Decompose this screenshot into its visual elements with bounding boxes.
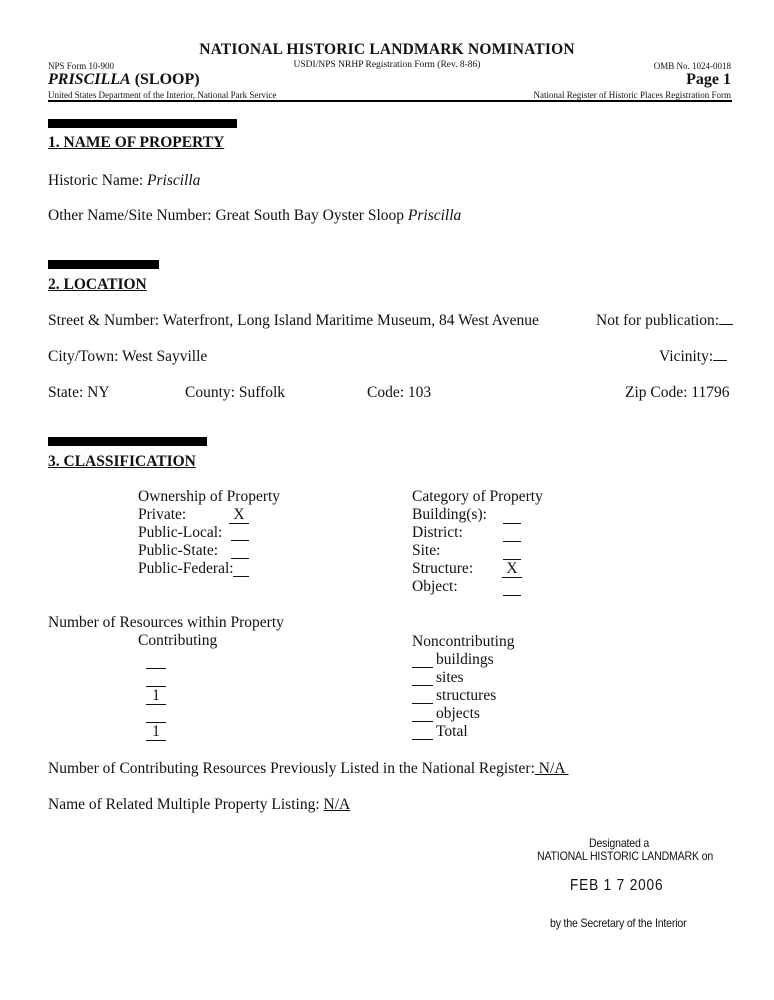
ownership-label-public-federal: Public-Federal: bbox=[138, 560, 234, 577]
document-title: NATIONAL HISTORIC LANDMARK NOMINATION bbox=[199, 41, 575, 58]
section-2-bar bbox=[48, 260, 159, 269]
ownership-label-private: Private: bbox=[138, 506, 187, 523]
page-number: Page 1 bbox=[686, 71, 731, 88]
not-for-publication-blank bbox=[719, 312, 733, 325]
department-label: United States Department of the Interior, National Park Service bbox=[48, 90, 277, 100]
register-label: National Register of Historic Places Registration Form bbox=[533, 90, 731, 100]
ownership-mark-private: X bbox=[229, 506, 249, 524]
related-listing bbox=[48, 796, 350, 814]
not-for-publication bbox=[596, 312, 733, 330]
category-title: Category of Property bbox=[412, 488, 543, 505]
section-1-heading: 1. NAME OF PROPERTY bbox=[48, 134, 225, 151]
contributing-objects bbox=[146, 705, 166, 723]
category-label-object: Object: bbox=[412, 578, 458, 595]
historic-name bbox=[48, 172, 200, 190]
related-listing-value: N/A bbox=[323, 796, 351, 813]
state: State: NY bbox=[48, 384, 110, 401]
noncontributing-blank-sites bbox=[412, 669, 433, 686]
noncontributing-blank-objects bbox=[412, 705, 433, 722]
other-name-label: Other Name/Site Number: Great South Bay Oyster Sloop bbox=[48, 207, 408, 224]
contributing-buildings bbox=[146, 651, 166, 669]
noncontributing-buildings: buildings bbox=[436, 651, 494, 668]
category-mark-district bbox=[503, 524, 521, 542]
noncontributing-blank-buildings bbox=[412, 651, 433, 668]
category-mark-structure: X bbox=[502, 560, 522, 578]
stamp-landmark: NATIONAL HISTORIC LANDMARK on bbox=[537, 849, 714, 863]
header-rule bbox=[48, 100, 732, 102]
property-name-rest: (SLOOP) bbox=[130, 71, 200, 88]
category-mark-site bbox=[503, 542, 521, 560]
vicinity-blank bbox=[713, 348, 727, 361]
category-mark-buildings bbox=[503, 506, 521, 524]
section-1-bar bbox=[48, 119, 237, 128]
contributing-sites bbox=[146, 669, 166, 687]
omb-number: OMB No. 1024-0018 bbox=[653, 61, 731, 71]
section-3-bar bbox=[48, 437, 207, 446]
historic-name-label: Historic Name: bbox=[48, 172, 148, 189]
contributing-title: Contributing bbox=[138, 632, 218, 649]
vicinity-label: Vicinity: bbox=[659, 348, 714, 365]
zip-code: Zip Code: 11796 bbox=[625, 384, 730, 401]
property-name bbox=[48, 71, 200, 89]
noncontributing-sites: sites bbox=[436, 669, 464, 686]
ownership-mark-public-federal bbox=[233, 560, 249, 577]
noncontributing-blank-total bbox=[412, 723, 433, 740]
city-town: City/Town: West Sayville bbox=[48, 348, 208, 365]
property-name-italic: PRISCILLA bbox=[48, 71, 131, 88]
county: County: Suffolk bbox=[185, 384, 286, 401]
contributing-structures: 1 bbox=[146, 687, 166, 705]
noncontributing-objects: objects bbox=[436, 705, 480, 722]
stamp-designated: Designated a bbox=[589, 836, 650, 850]
form-subtitle: USDI/NPS NRHP Registration Form (Rev. 8-86) bbox=[293, 60, 481, 70]
street-number: Street & Number: Waterfront, Long Island Maritime Museum, 84 West Avenue bbox=[48, 312, 539, 329]
noncontributing-structures: structures bbox=[436, 687, 497, 704]
ownership-title: Ownership of Property bbox=[138, 488, 281, 505]
code: Code: 103 bbox=[367, 384, 432, 401]
section-3-heading: 3. CLASSIFICATION bbox=[48, 453, 196, 470]
related-listing-label: Name of Related Multiple Property Listing: bbox=[48, 796, 324, 813]
category-mark-object bbox=[503, 578, 521, 596]
ownership-mark-public-local bbox=[231, 524, 249, 541]
vicinity bbox=[659, 348, 727, 366]
noncontributing-blank-structures bbox=[412, 687, 433, 704]
noncontributing-total: Total bbox=[436, 723, 468, 740]
section-2-heading: 2. LOCATION bbox=[48, 276, 147, 293]
stamp-date: FEB 1 7 2006 bbox=[570, 877, 664, 894]
ownership-label-public-local: Public-Local: bbox=[138, 524, 223, 541]
other-name-value: Priscilla bbox=[407, 207, 462, 224]
previously-listed-value: N/A bbox=[534, 760, 569, 777]
category-label-site: Site: bbox=[412, 542, 441, 559]
category-label-buildings: Building(s): bbox=[412, 506, 487, 523]
ownership-label-public-state: Public-State: bbox=[138, 542, 219, 559]
historic-name-value: Priscilla bbox=[147, 172, 201, 189]
form-number: NPS Form 10-900 bbox=[48, 61, 115, 71]
category-label-structure: Structure: bbox=[412, 560, 474, 577]
not-for-publication-label: Not for publication: bbox=[596, 312, 720, 329]
stamp-secretary: by the Secretary of the Interior bbox=[550, 916, 687, 930]
category-label-district: District: bbox=[412, 524, 463, 541]
noncontributing-title: Noncontributing bbox=[412, 633, 515, 650]
contributing-total: 1 bbox=[146, 723, 166, 741]
previously-listed bbox=[48, 760, 568, 778]
previously-listed-label: Number of Contributing Resources Previously Listed in the National Register: bbox=[48, 760, 535, 777]
other-name bbox=[48, 207, 461, 225]
ownership-mark-public-state bbox=[231, 542, 249, 559]
resources-title: Number of Resources within Property bbox=[48, 614, 284, 631]
